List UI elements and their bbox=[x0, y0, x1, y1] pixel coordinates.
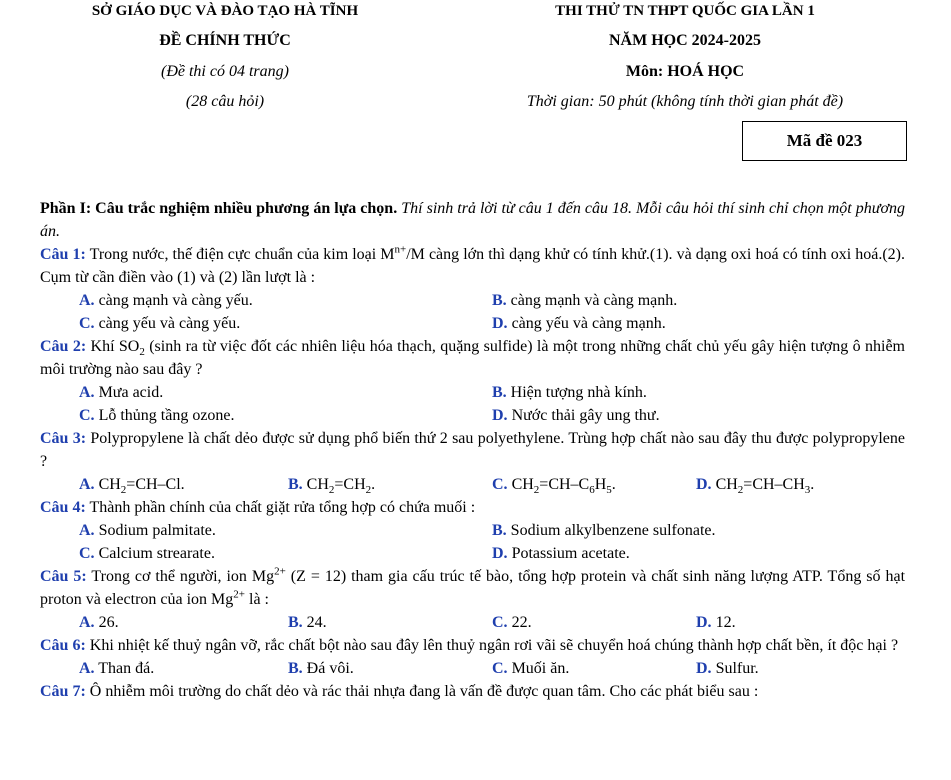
question-1-superscript: n+ bbox=[394, 243, 407, 256]
formula-part: . bbox=[371, 476, 376, 493]
formula-part: =CH–Cl. bbox=[126, 476, 185, 493]
option-text: càng mạnh và càng yếu. bbox=[94, 292, 253, 309]
formula-subscript: 2 bbox=[120, 484, 127, 497]
option-letter: D. bbox=[492, 545, 508, 562]
question-5-text-b: (Z = 12) tham gia cấu trúc tế bào, tổng hợp protein và chất sinh năng lượng ATP. Tổng số hạt proton và electron của ion Mg bbox=[40, 568, 906, 608]
question-4-label: Câu 4: bbox=[40, 499, 86, 516]
q5-option-c[interactable] bbox=[492, 611, 532, 634]
q4-option-d[interactable] bbox=[492, 542, 630, 565]
option-letter: A. bbox=[79, 292, 95, 309]
option-text: Nước thải gây ung thư. bbox=[507, 407, 660, 424]
question-1-options-row-1 bbox=[40, 289, 905, 312]
question-3-label: Câu 3: bbox=[40, 430, 87, 447]
option-text: 22. bbox=[507, 614, 532, 631]
exam-code-box bbox=[742, 121, 907, 161]
part1-instructions: Thí sinh trả lời từ câu 1 đến câu 18. Mỗi câu hỏi thí sinh chỉ chọn một phương án. bbox=[40, 200, 906, 240]
q4-option-c[interactable] bbox=[79, 542, 215, 565]
option-letter: B. bbox=[288, 476, 303, 493]
formula-part: =CH–CH bbox=[743, 476, 805, 493]
question-3 bbox=[40, 427, 905, 473]
question-2-options-row-1 bbox=[40, 381, 905, 404]
formula-subscript: 2 bbox=[365, 484, 372, 497]
q4-option-b[interactable] bbox=[492, 519, 716, 542]
formula-subscript: 2 bbox=[328, 484, 335, 497]
question-2 bbox=[40, 335, 905, 381]
option-text: Sulfur. bbox=[711, 660, 759, 677]
formula-subscript: 2 bbox=[737, 484, 744, 497]
formula-part: CH bbox=[711, 476, 738, 493]
department-name: SỞ GIÁO DỤC VÀ ĐÀO TẠO HÀ TĨNH bbox=[91, 3, 359, 19]
question-5-superscript: 2+ bbox=[274, 565, 286, 578]
option-letter: D. bbox=[696, 476, 712, 493]
option-letter: B. bbox=[492, 384, 507, 401]
question-6 bbox=[40, 634, 905, 657]
option-letter: B. bbox=[492, 292, 507, 309]
option-letter: B. bbox=[492, 522, 507, 539]
exam-code: Mã đề 023 bbox=[786, 131, 863, 150]
option-letter: C. bbox=[79, 407, 95, 424]
formula-part: =CH–C bbox=[539, 476, 590, 493]
question-2-text-a: Khí SO bbox=[86, 338, 140, 355]
part1-heading bbox=[40, 197, 905, 243]
q6-option-b[interactable] bbox=[288, 657, 354, 680]
q4-option-a[interactable] bbox=[79, 519, 216, 542]
q3-option-c[interactable] bbox=[492, 473, 616, 496]
formula-part: =CH bbox=[334, 476, 366, 493]
option-letter: B. bbox=[288, 614, 303, 631]
q5-option-d[interactable] bbox=[696, 611, 736, 634]
formula-part: CH bbox=[302, 476, 329, 493]
question-4-options-row-1 bbox=[40, 519, 905, 542]
option-letter: A. bbox=[79, 522, 95, 539]
option-letter: C. bbox=[492, 476, 508, 493]
option-text: Potassium acetate. bbox=[507, 545, 630, 562]
q1-option-d[interactable] bbox=[492, 312, 666, 335]
option-text: 12. bbox=[711, 614, 736, 631]
formula-subscript: 5 bbox=[606, 484, 612, 497]
option-text: Calcium strearate. bbox=[94, 545, 215, 562]
question-1 bbox=[40, 243, 905, 289]
formula-subscript: 3 bbox=[804, 484, 811, 497]
option-text: càng yếu và càng yếu. bbox=[94, 315, 241, 332]
question-7 bbox=[40, 680, 905, 703]
time-limit: Thời gian: 50 phút (không tính thời gian phát đề) bbox=[526, 93, 844, 110]
question-1-text-b: /M càng lớn thì dạng khử có tính khử.(1). và dạng oxi hoá có tính oxi hoá.(2). Cụm từ cần điền vào (1) và (2) lần lượt là : bbox=[40, 246, 906, 286]
question-4-options-row-2 bbox=[40, 542, 905, 565]
q3-option-d[interactable] bbox=[696, 473, 814, 496]
q1-option-c[interactable] bbox=[79, 312, 240, 335]
q1-option-b[interactable] bbox=[492, 289, 677, 312]
page-count: (Đề thi có 04 trang) bbox=[161, 63, 289, 80]
option-text: Mưa acid. bbox=[94, 384, 164, 401]
option-letter: D. bbox=[492, 407, 508, 424]
q5-option-a[interactable] bbox=[79, 611, 119, 634]
option-text: 26. bbox=[94, 614, 119, 631]
formula-part: CH bbox=[94, 476, 121, 493]
question-2-text-b: (sinh ra từ việc đốt các nhiên liệu hóa thạch, quặng sulfide) là một trong những chất chủ yếu gây hiện tượng ô nhiễm môi trường nào sau đây ? bbox=[40, 338, 905, 378]
question-2-subscript: 2 bbox=[139, 346, 145, 359]
option-text: càng yếu và càng mạnh. bbox=[507, 315, 666, 332]
option-letter: C. bbox=[492, 614, 508, 631]
question-2-label: Câu 2: bbox=[40, 338, 87, 355]
option-text: Hiện tượng nhà kính. bbox=[506, 384, 647, 401]
option-text: càng mạnh và càng mạnh. bbox=[506, 292, 678, 309]
formula-subscript: 6 bbox=[589, 484, 595, 497]
q2-option-c[interactable] bbox=[79, 404, 235, 427]
option-letter: B. bbox=[288, 660, 303, 677]
question-4-text: Thành phần chính của chất giặt rửa tổng hợp có chứa muối : bbox=[85, 499, 476, 516]
q3-option-b[interactable] bbox=[288, 473, 375, 496]
official-label: ĐỀ CHÍNH THỨC bbox=[159, 32, 291, 49]
option-text: Đá vôi. bbox=[302, 660, 354, 677]
option-letter: A. bbox=[79, 384, 95, 401]
formula-part: H bbox=[594, 476, 607, 493]
formula-part: CH bbox=[507, 476, 534, 493]
option-text: Sodium palmitate. bbox=[94, 522, 216, 539]
question-5-text-a: Trong cơ thể người, ion Mg bbox=[86, 568, 275, 585]
question-6-label: Câu 6: bbox=[40, 637, 86, 654]
formula-part: . bbox=[611, 476, 616, 493]
option-letter: A. bbox=[79, 476, 95, 493]
part1-title: Phần I: Câu trắc nghiệm nhiều phương án lựa chọn. bbox=[40, 200, 398, 217]
q1-option-a[interactable] bbox=[79, 289, 253, 312]
question-5 bbox=[40, 565, 905, 611]
question-2-options-row-2 bbox=[40, 404, 905, 427]
question-5-options-row bbox=[40, 611, 905, 634]
option-text: 24. bbox=[302, 614, 327, 631]
option-text: Sodium alkylbenzene sulfonate. bbox=[506, 522, 716, 539]
option-letter: A. bbox=[79, 614, 95, 631]
option-text: Than đá. bbox=[94, 660, 155, 677]
option-letter: D. bbox=[492, 315, 508, 332]
q3-option-a[interactable] bbox=[79, 473, 185, 496]
question-1-text-a: Trong nước, thế điện cực chuẩn của kim loại M bbox=[85, 246, 395, 263]
exam-body bbox=[40, 197, 905, 703]
question-count: (28 câu hỏi) bbox=[185, 93, 265, 110]
question-1-label: Câu 1: bbox=[40, 246, 86, 263]
option-letter: C. bbox=[492, 660, 508, 677]
option-letter: D. bbox=[696, 660, 712, 677]
q2-option-d[interactable] bbox=[492, 404, 660, 427]
subject-name: Môn: HOÁ HỌC bbox=[625, 63, 745, 80]
exam-name: THI THỬ TN THPT QUỐC GIA LẦN 1 bbox=[555, 3, 815, 19]
option-letter: A. bbox=[79, 660, 95, 677]
q6-option-a[interactable] bbox=[79, 657, 154, 680]
question-5-label: Câu 5: bbox=[40, 568, 87, 585]
q5-option-b[interactable] bbox=[288, 611, 327, 634]
formula-subscript: 2 bbox=[533, 484, 540, 497]
question-6-options-row bbox=[40, 657, 905, 680]
question-3-options-row bbox=[40, 473, 905, 496]
q6-option-d[interactable] bbox=[696, 657, 759, 680]
q6-option-c[interactable] bbox=[492, 657, 569, 680]
school-year: NĂM HỌC 2024-2025 bbox=[609, 32, 761, 49]
formula-part: . bbox=[810, 476, 815, 493]
option-text: Lỗ thủng tầng ozone. bbox=[94, 407, 235, 424]
question-6-text: Khi nhiệt kế thuỷ ngân vỡ, rắc chất bột nào sau đây lên thuỷ ngân rơi vãi sẽ chuyển hoá chúng thành hợp chất bền, ít độc hại ? bbox=[85, 637, 899, 654]
exam-header bbox=[0, 0, 951, 175]
option-text: Muối ăn. bbox=[507, 660, 570, 677]
question-3-text: Polypropylene là chất dẻo được sử dụng phổ biến thứ 2 sau polyethylene. Trùng hợp chất nào sau đây thu được polypropylene ? bbox=[40, 430, 906, 470]
q2-option-b[interactable] bbox=[492, 381, 647, 404]
question-5-text-c: là : bbox=[245, 591, 269, 608]
option-letter: C. bbox=[79, 315, 95, 332]
question-7-label: Câu 7: bbox=[40, 683, 86, 700]
option-letter: C. bbox=[79, 545, 95, 562]
question-4 bbox=[40, 496, 905, 519]
question-1-options-row-2 bbox=[40, 312, 905, 335]
question-7-text: Ô nhiễm môi trường do chất dẻo và rác thải nhựa đang là vấn đề được quan tâm. Cho các phát biểu sau : bbox=[85, 683, 759, 700]
q2-option-a[interactable] bbox=[79, 381, 163, 404]
question-5-superscript: 2+ bbox=[233, 588, 245, 601]
option-letter: D. bbox=[696, 614, 712, 631]
